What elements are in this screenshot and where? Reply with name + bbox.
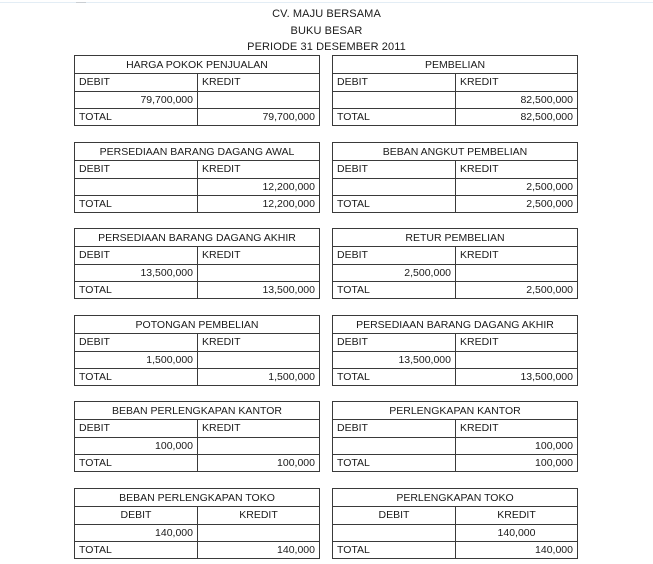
debit-header: DEBIT [333, 247, 456, 264]
kredit-header: KREDIT [202, 336, 241, 348]
kredit-value: 140,000 [497, 526, 536, 539]
ledger-value-row [75, 179, 319, 197]
ledger-title: PERSEDIAAN BARANG DAGANG AKHIR [75, 229, 319, 247]
debit-header: DEBIT [333, 74, 456, 91]
ledger-title: BEBAN PERLENGKAPAN TOKO [75, 489, 319, 507]
total-value: 82,500,000 [520, 110, 573, 123]
total-label: TOTAL [333, 455, 456, 473]
ledger-total-row [333, 109, 577, 127]
ledger-value-row [75, 438, 319, 456]
debit-header: DEBIT [333, 161, 456, 178]
ledger-total-row [75, 369, 319, 387]
debit-value [333, 438, 456, 455]
ledger-total-row [333, 455, 577, 473]
kredit-value: 100,000 [535, 439, 573, 452]
kredit-value [198, 265, 319, 282]
kredit-header: KREDIT [202, 76, 241, 88]
ledger-title: BEBAN PERLENGKAPAN KANTOR [75, 402, 319, 420]
debit-header: DEBIT [75, 247, 198, 264]
ledger-persediaan-akhir-2 [332, 315, 578, 386]
kredit-header: KREDIT [239, 509, 278, 521]
kredit-header: KREDIT [460, 163, 499, 175]
top-border-line [0, 2, 653, 3]
kredit-value [198, 92, 319, 109]
ledger-retur-pembelian [332, 228, 578, 299]
kredit-value [198, 438, 319, 455]
total-value: 100,000 [535, 456, 573, 469]
total-value: 13,500,000 [520, 370, 573, 383]
debit-value: 140,000 [75, 525, 198, 542]
kredit-header: KREDIT [460, 76, 499, 88]
ledger-potongan-pembelian [74, 315, 320, 386]
ledger-perlengkapan-kantor [332, 401, 578, 472]
ledger-title: PERSEDIAAN BARANG DAGANG AWAL [75, 143, 319, 161]
debit-header: DEBIT [75, 507, 198, 524]
debit-header: DEBIT [333, 507, 456, 524]
total-value: 79,700,000 [262, 110, 315, 123]
total-value: 2,500,000 [526, 197, 573, 210]
ledger-total-row [333, 542, 577, 560]
ledger-value-row [75, 92, 319, 110]
ledger-header-row [333, 247, 577, 265]
debit-value [333, 179, 456, 196]
debit-value: 13,500,000 [75, 265, 198, 282]
ledger-header-row [75, 334, 319, 352]
period-label: PERIODE 31 DESEMBER 2011 [247, 41, 406, 53]
kredit-header: KREDIT [202, 422, 241, 434]
ledger-value-row [75, 525, 319, 543]
kredit-header: KREDIT [460, 249, 499, 261]
ledger-value-row [333, 438, 577, 456]
ledger-header-row [75, 74, 319, 92]
debit-value: 100,000 [75, 438, 198, 455]
total-label: TOTAL [75, 455, 198, 473]
debit-header: DEBIT [333, 420, 456, 437]
ledger-value-row [333, 92, 577, 110]
ledger-header-row [75, 420, 319, 438]
ledger-total-row [75, 196, 319, 214]
debit-value: 2,500,000 [333, 265, 456, 282]
ledger-value-row [75, 265, 319, 283]
ledger-total-row [75, 109, 319, 127]
total-value: 1,500,000 [268, 370, 315, 383]
total-value: 140,000 [277, 543, 315, 556]
ledger-total-row [75, 282, 319, 300]
ledger-total-row [333, 282, 577, 300]
ledger-value-row [333, 265, 577, 283]
ledger-persediaan-akhir [74, 228, 320, 299]
total-label: TOTAL [75, 282, 198, 300]
debit-header: DEBIT [75, 420, 198, 437]
debit-value: 13,500,000 [333, 352, 456, 369]
kredit-header: KREDIT [460, 336, 499, 348]
ledger-value-row [333, 525, 577, 543]
ledger-total-row [75, 455, 319, 473]
debit-value: 79,700,000 [75, 92, 198, 109]
total-label: TOTAL [333, 542, 456, 560]
ledger-header-row [333, 507, 577, 525]
debit-value: 1,500,000 [75, 352, 198, 369]
ledger-beban-perlengkapan-kantor [74, 401, 320, 472]
ledger-title: RETUR PEMBELIAN [333, 229, 577, 247]
ledger-value-row [333, 352, 577, 370]
debit-value [75, 179, 198, 196]
debit-header: DEBIT [333, 334, 456, 351]
top-border-marker [76, 2, 86, 3]
debit-value [333, 525, 456, 542]
debit-header: DEBIT [75, 74, 198, 91]
total-label: TOTAL [75, 369, 198, 387]
ledger-title: PERLENGKAPAN TOKO [333, 489, 577, 507]
debit-header: DEBIT [75, 334, 198, 351]
kredit-value: 12,200,000 [262, 180, 315, 193]
kredit-value [456, 352, 577, 369]
total-value: 140,000 [535, 543, 573, 556]
kredit-value [456, 265, 577, 282]
total-label: TOTAL [333, 196, 456, 214]
total-label: TOTAL [75, 109, 198, 127]
ledger-beban-perlengkapan-toko [74, 488, 320, 559]
total-label: TOTAL [75, 542, 198, 560]
total-value: 2,500,000 [526, 283, 573, 296]
ledger-header-row [333, 74, 577, 92]
kredit-header: KREDIT [202, 249, 241, 261]
total-label: TOTAL [333, 282, 456, 300]
ledger-value-row [333, 179, 577, 197]
ledger-pembelian [332, 55, 578, 126]
total-label: TOTAL [333, 369, 456, 387]
kredit-value [198, 352, 319, 369]
total-label: TOTAL [333, 109, 456, 127]
ledger-header-row [333, 420, 577, 438]
ledger-title: HARGA POKOK PENJUALAN [75, 56, 319, 74]
ledger-header-row [75, 507, 319, 525]
kredit-header: KREDIT [460, 422, 499, 434]
kredit-header: KREDIT [497, 509, 536, 521]
kredit-value: 82,500,000 [520, 93, 573, 106]
debit-header: DEBIT [75, 161, 198, 178]
ledger-header-row [75, 161, 319, 179]
ledger-header-row [333, 334, 577, 352]
ledger-harga-pokok-penjualan [74, 55, 320, 126]
total-label: TOTAL [75, 196, 198, 214]
kredit-header: KREDIT [202, 163, 241, 175]
debit-value [333, 92, 456, 109]
ledger-header-row [75, 247, 319, 265]
ledger-perlengkapan-toko [332, 488, 578, 559]
document-title: BUKU BESAR [290, 25, 363, 37]
ledger-title: PERLENGKAPAN KANTOR [333, 402, 577, 420]
ledger-total-row [75, 542, 319, 560]
ledger-title: BEBAN ANGKUT PEMBELIAN [333, 143, 577, 161]
kredit-value: 2,500,000 [526, 180, 573, 193]
ledger-total-row [333, 196, 577, 214]
ledger-title: PEMBELIAN [333, 56, 577, 74]
ledger-value-row [75, 352, 319, 370]
ledger-total-row [333, 369, 577, 387]
ledger-header-row [333, 161, 577, 179]
total-value: 100,000 [277, 456, 315, 469]
ledger-beban-angkut-pembelian [332, 142, 578, 213]
total-value: 13,500,000 [262, 283, 315, 296]
ledger-title: POTONGAN PEMBELIAN [75, 316, 319, 334]
kredit-value [198, 525, 319, 542]
company-name: CV. MAJU BERSAMA [272, 8, 381, 20]
ledger-title: PERSEDIAAN BARANG DAGANG AKHIR [333, 316, 577, 334]
total-value: 12,200,000 [262, 197, 315, 210]
ledger-persediaan-awal [74, 142, 320, 213]
